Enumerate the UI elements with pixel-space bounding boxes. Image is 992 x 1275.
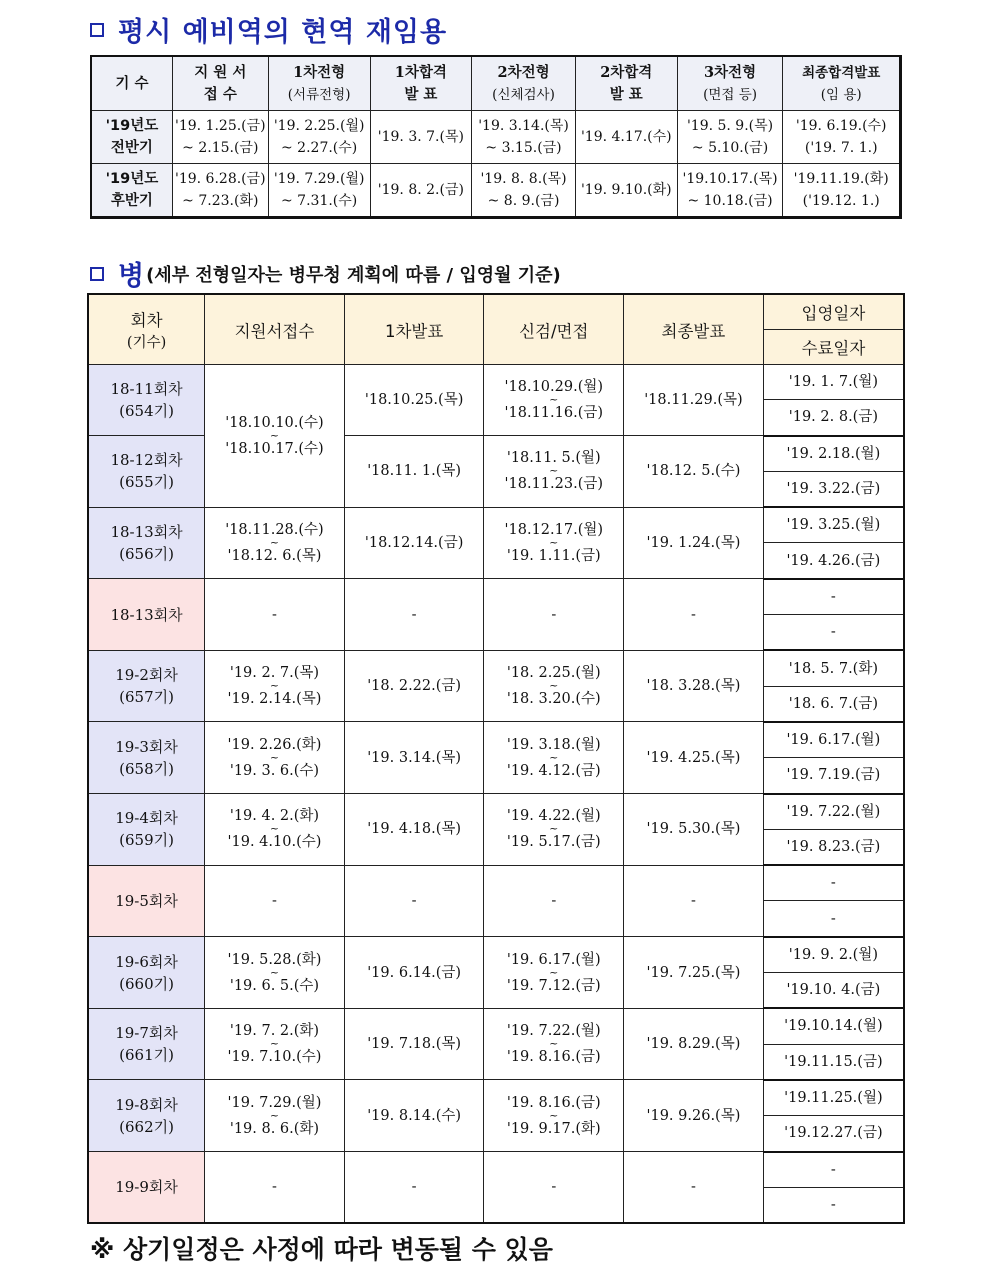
- soldier-schedule-table: [87, 293, 905, 1224]
- apply-cell: '19. 2. 7.(목) ~ '19. 2.14.(목): [205, 650, 345, 722]
- checkbox-bullet-icon: [90, 23, 104, 37]
- round-cell: 19-3회차 (658기): [88, 722, 205, 794]
- apply-cell: '19. 7. 2.(화) ~ '19. 7.10.(수): [205, 1008, 345, 1080]
- first-cell: '19. 6.14.(금): [344, 937, 484, 1009]
- enlist-cell: '18. 5. 7.(화): [763, 650, 904, 686]
- final-cell: '19. 4.25.(목): [624, 722, 764, 794]
- round-cell: 18-13회차 (656기): [88, 507, 205, 579]
- table-cell: '19. 9.10.(화): [575, 164, 677, 218]
- enlist-cell: -: [763, 579, 904, 615]
- row-label: '19년도 후반기: [91, 164, 172, 218]
- discharge-cell: '19. 7.19.(금): [763, 758, 904, 794]
- enlist-cell: '19. 6.17.(월): [763, 722, 904, 758]
- header-cell: 2차전형 (신체검사): [472, 56, 576, 111]
- table-cell: '19. 6.28.(금) ~ 7.23.(화): [172, 164, 268, 218]
- header-first: 1차발표: [344, 294, 484, 365]
- table-row: [88, 1008, 904, 1044]
- apply-cell: '19. 4. 2.(화) ~ '19. 4.10.(수): [205, 794, 345, 866]
- final-cell: '19. 9.26.(목): [624, 1080, 764, 1152]
- table-row: [88, 794, 904, 830]
- exam-cell: '19. 6.17.(월) ~ '19. 7.12.(금): [484, 937, 624, 1009]
- table-row: [88, 722, 904, 758]
- table-row: [88, 1152, 904, 1188]
- first-cell: '18. 2.22.(금): [344, 650, 484, 722]
- header-cell: 기 수: [91, 56, 172, 111]
- table-cell: -: [205, 1152, 345, 1224]
- table-cell: '19. 8. 8.(목) ~ 8. 9.(금): [472, 164, 576, 218]
- round-cell: 19-2회차 (657기): [88, 650, 205, 722]
- header-cell: 2차합격 발 표: [575, 56, 677, 111]
- header-cell: 3차전형 (면접 등): [677, 56, 783, 111]
- table-cell: '19. 7.29.(월) ~ 7.31.(수): [268, 164, 370, 218]
- enlist-cell: '19. 1. 7.(월): [763, 365, 904, 400]
- enlist-cell: -: [763, 1152, 904, 1188]
- row-label: '19년도 전반기: [91, 111, 172, 164]
- exam-cell: '18.10.29.(월) ~ '18.11.16.(금): [484, 365, 624, 436]
- exam-cell: '19. 4.22.(월) ~ '19. 5.17.(금): [484, 794, 624, 866]
- table-cell: '19. 8. 2.(금): [370, 164, 472, 218]
- exam-cell: '19. 8.16.(금) ~ '19. 9.17.(화): [484, 1080, 624, 1152]
- section2-title-text: 병: [118, 261, 145, 292]
- enlist-cell: '19. 3.25.(월): [763, 507, 904, 543]
- discharge-cell: '19. 4.26.(금): [763, 543, 904, 579]
- table-row: [88, 579, 904, 615]
- exam-cell: '19. 7.22.(월) ~ '19. 8.16.(금): [484, 1008, 624, 1080]
- table-row: [91, 164, 901, 218]
- round-cell: 19-8회차 (662기): [88, 1080, 205, 1152]
- table-cell: '19.11.19.(화) ('19.12. 1.): [783, 164, 901, 218]
- table-cell: -: [624, 579, 764, 651]
- table-cell: -: [484, 579, 624, 651]
- enlist-cell: '19. 7.22.(월): [763, 794, 904, 830]
- enlist-cell: -: [763, 865, 904, 901]
- table-row: [88, 1080, 904, 1116]
- table-cell: -: [344, 1152, 484, 1224]
- checkbox-bullet-icon: [90, 267, 104, 281]
- table-cell: '19. 6.19.(수) ('19. 7. 1.): [783, 111, 901, 164]
- enlist-cell: '19.11.25.(월): [763, 1080, 904, 1116]
- exam-cell: '19. 3.18.(월) ~ '19. 4.12.(금): [484, 722, 624, 794]
- apply-cell: '18.10.10.(수) ~ '18.10.17.(수): [205, 365, 345, 508]
- header-cell: 1차합격 발 표: [370, 56, 472, 111]
- round-cell: 19-6회차 (660기): [88, 937, 205, 1009]
- round-cell: 18-11회차 (654기): [88, 365, 205, 436]
- discharge-cell: '18. 6. 7.(금): [763, 686, 904, 722]
- discharge-cell: -: [763, 615, 904, 651]
- apply-cell: '19. 5.28.(화) ~ '19. 6. 5.(수): [205, 937, 345, 1009]
- table-cell: -: [205, 579, 345, 651]
- header-cell: 최종합격발표 (임 용): [783, 56, 901, 111]
- apply-cell: '19. 2.26.(화) ~ '19. 3. 6.(수): [205, 722, 345, 794]
- table-cell: -: [205, 865, 345, 937]
- table-header-row: [88, 294, 904, 330]
- first-cell: '19. 8.14.(수): [344, 1080, 484, 1152]
- table-cell: -: [624, 865, 764, 937]
- table-header-row: [91, 56, 901, 111]
- table-row: [91, 111, 901, 164]
- first-cell: '18.10.25.(목): [344, 365, 484, 436]
- discharge-cell: '19.10. 4.(금): [763, 973, 904, 1009]
- final-cell: '19. 1.24.(목): [624, 507, 764, 579]
- first-cell: '18.12.14.(금): [344, 507, 484, 579]
- header-cell: 지 원 서 접 수: [172, 56, 268, 111]
- section1-title-text: 평시 예비역의 현역 재임용: [118, 17, 448, 48]
- exam-cell: '18.12.17.(월) ~ '19. 1.11.(금): [484, 507, 624, 579]
- round-cell: 19-9회차: [88, 1152, 205, 1224]
- table-cell: '19. 3.14.(목) ~ 3.15.(금): [472, 111, 576, 164]
- final-cell: '19. 5.30.(목): [624, 794, 764, 866]
- header-final: 최종발표: [624, 294, 764, 365]
- discharge-cell: '19.12.27.(금): [763, 1116, 904, 1152]
- table-cell: -: [484, 865, 624, 937]
- table-row: [88, 937, 904, 973]
- discharge-cell: '19.11.15.(금): [763, 1044, 904, 1080]
- round-cell: 19-7회차 (661기): [88, 1008, 205, 1080]
- enlist-cell: '19. 2.18.(월): [763, 436, 904, 472]
- table-cell: -: [344, 865, 484, 937]
- first-cell: '19. 4.18.(목): [344, 794, 484, 866]
- section2-subtitle: (세부 전형일자는 병무청 계획에 따름 / 입영월 기준): [146, 264, 561, 286]
- table-row: [88, 365, 904, 400]
- table-cell: -: [344, 579, 484, 651]
- table-cell: '19. 4.17.(수): [575, 111, 677, 164]
- table-row: [88, 507, 904, 543]
- exam-cell: '18. 2.25.(월) ~ '18. 3.20.(수): [484, 650, 624, 722]
- exam-cell: '18.11. 5.(월) ~ '18.11.23.(금): [484, 436, 624, 508]
- final-cell: '18.12. 5.(수): [624, 436, 764, 508]
- footnote: ※ 상기일정은 사정에 따라 변동될 수 있음: [90, 1235, 553, 1264]
- enlist-cell: '19.10.14.(월): [763, 1008, 904, 1044]
- first-cell: '19. 3.14.(목): [344, 722, 484, 794]
- reappointment-table: [90, 55, 902, 219]
- table-row: [88, 650, 904, 686]
- final-cell: '18.11.29.(목): [624, 365, 764, 436]
- round-cell: 18-12회차 (655기): [88, 436, 205, 508]
- round-cell: 18-13회차: [88, 579, 205, 651]
- header-enlist: 입영일자: [763, 294, 904, 330]
- table-cell: '19.10.17.(목) ~ 10.18.(금): [677, 164, 783, 218]
- table-row: [88, 865, 904, 901]
- round-cell: 19-4회차 (659기): [88, 794, 205, 866]
- header-discharge: 수료일자: [763, 330, 904, 365]
- discharge-cell: '19. 8.23.(금): [763, 829, 904, 865]
- section1-title: [90, 10, 447, 49]
- final-cell: '18. 3.28.(목): [624, 650, 764, 722]
- apply-cell: '19. 7.29.(월) ~ '19. 8. 6.(화): [205, 1080, 345, 1152]
- section2-title: [90, 254, 561, 293]
- apply-cell: '18.11.28.(수) ~ '18.12. 6.(목): [205, 507, 345, 579]
- final-cell: '19. 7.25.(목): [624, 937, 764, 1009]
- header-cell: 1차전형 (서류전형): [268, 56, 370, 111]
- table-cell: -: [484, 1152, 624, 1224]
- first-cell: '19. 7.18.(목): [344, 1008, 484, 1080]
- header-round: 회차 (기수): [88, 294, 205, 365]
- table-cell: '19. 5. 9.(목) ~ 5.10.(금): [677, 111, 783, 164]
- table-cell: '19. 3. 7.(목): [370, 111, 472, 164]
- discharge-cell: -: [763, 901, 904, 937]
- header-exam: 신검/면접: [484, 294, 624, 365]
- first-cell: '18.11. 1.(목): [344, 436, 484, 508]
- header-apply: 지원서접수: [205, 294, 345, 365]
- final-cell: '19. 8.29.(목): [624, 1008, 764, 1080]
- discharge-cell: '19. 2. 8.(금): [763, 400, 904, 436]
- discharge-cell: -: [763, 1187, 904, 1223]
- discharge-cell: '19. 3.22.(금): [763, 471, 904, 507]
- enlist-cell: '19. 9. 2.(월): [763, 937, 904, 973]
- table-cell: '19. 2.25.(월) ~ 2.27.(수): [268, 111, 370, 164]
- table-cell: '19. 1.25.(금) ~ 2.15.(금): [172, 111, 268, 164]
- round-cell: 19-5회차: [88, 865, 205, 937]
- table-cell: -: [624, 1152, 764, 1224]
